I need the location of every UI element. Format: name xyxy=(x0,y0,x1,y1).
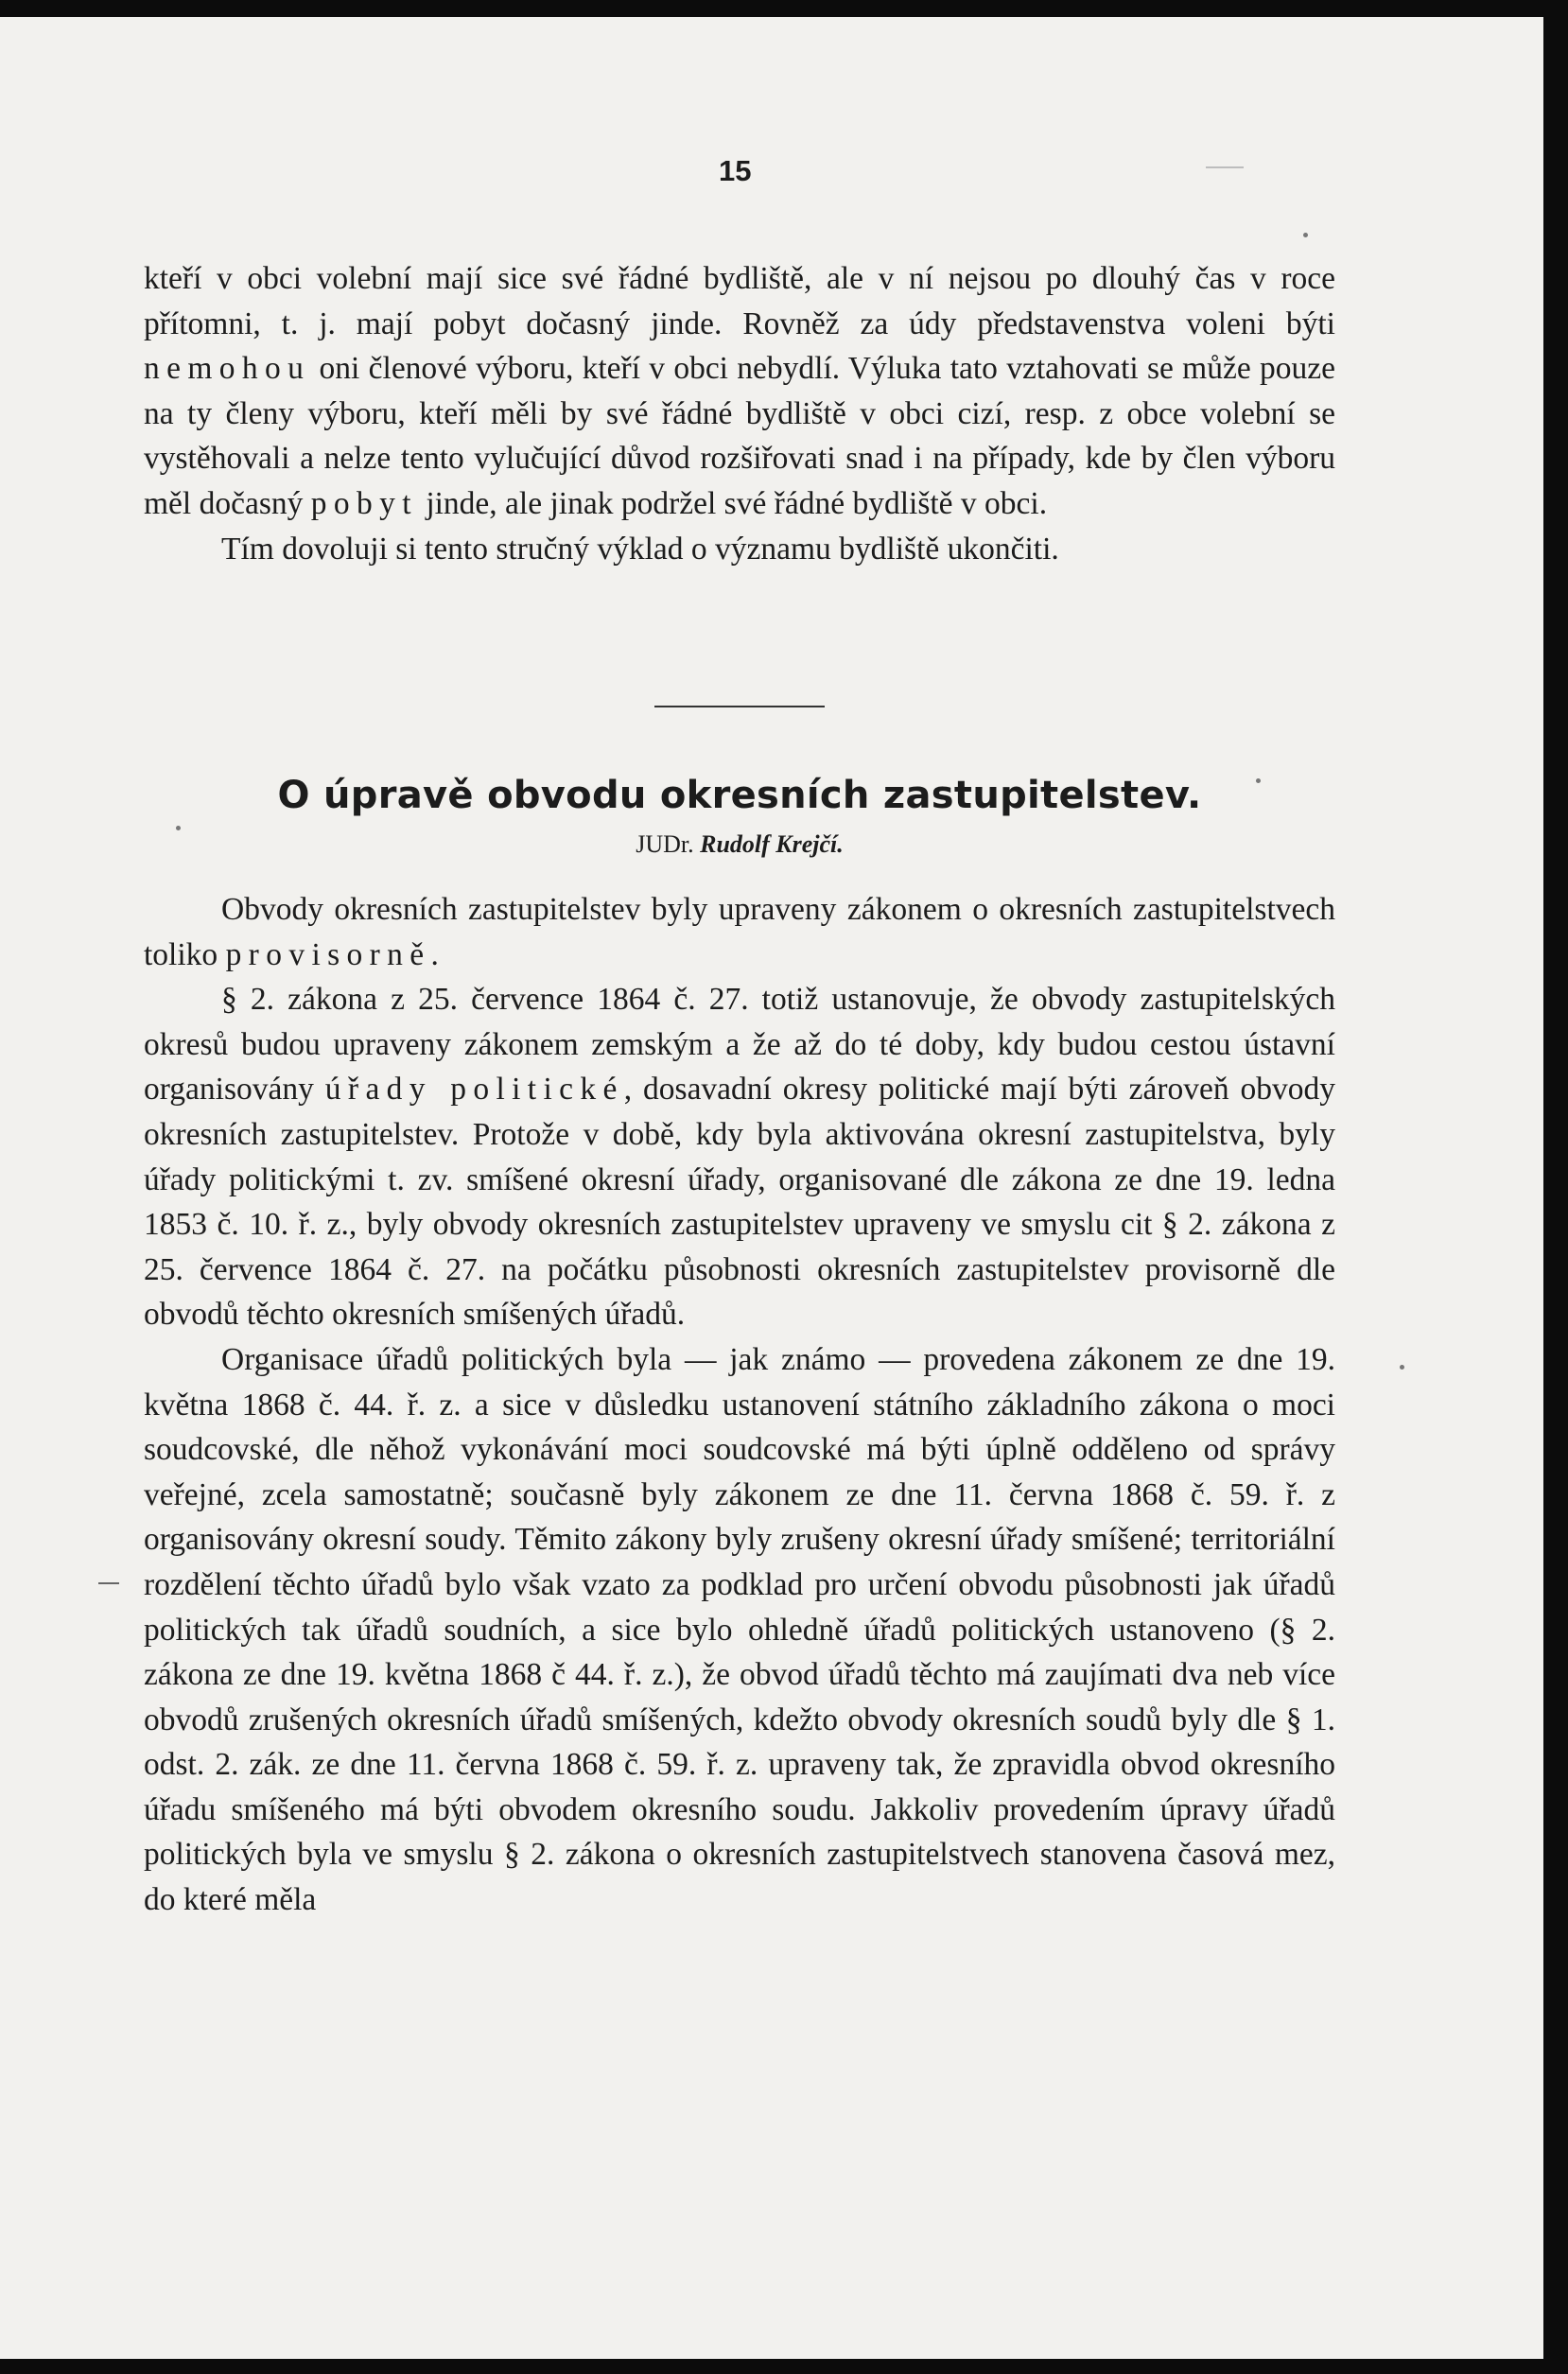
print-speck xyxy=(1256,778,1261,783)
paragraph xyxy=(144,1337,1335,1923)
paragraph xyxy=(144,887,1335,977)
text-run: § 2. zákona z 25. července 1864 č. 27. totiž ustanovuje, že obvody zastupitelských okresů budou upraveny zákonem zemským a že až do té doby, kdy budou cestou ústavní organisovány xyxy=(144,982,1335,1108)
print-speck xyxy=(1400,1365,1404,1370)
section-previous-article-ending xyxy=(144,256,1335,571)
corner-mark xyxy=(1206,166,1244,168)
author-name: Rudolf Krejčí. xyxy=(700,830,844,858)
print-speck xyxy=(176,826,181,830)
margin-mark xyxy=(98,1582,119,1584)
paragraph xyxy=(144,256,1335,527)
paragraph xyxy=(144,527,1335,572)
text-run: , dosavadní okresy politické mají býti zároveň obvody okresních zastupitelstev. Protože v době, kdy byla aktivována okresní zastupitelstva, byly úřady politickými t. zv. smíšené okresní úřady, organisované dle zákona ze dne 19. ledna 1853 č. 10. ř. z., byly obvody okresních zastupitelstev upraveny ve smyslu cit § 2. zákona z 25. července 1864 č. 27. na počátku působnosti okresních zastupitelstev provisorně dle obvodů těchto okresních smíšených úřadů. xyxy=(144,1072,1335,1333)
print-speck xyxy=(1303,233,1308,237)
paragraph xyxy=(144,977,1335,1337)
text-run: jinde, ale jinak podržel své řádné bydliště v obci. xyxy=(417,485,1048,521)
section-divider xyxy=(654,706,825,707)
spaced-emphasis-text: úřady politické xyxy=(324,1072,624,1108)
article-heading: O úpravě obvodu okresních zastupitelstev. xyxy=(277,774,1202,817)
text-run: Tím dovoluji si tento stručný výklad o významu bydliště ukončiti. xyxy=(221,531,1059,567)
spaced-emphasis-text: provisorně xyxy=(225,936,431,972)
spaced-emphasis-text: pobyt xyxy=(310,485,418,521)
text-run: Obvody okresních zastupitelstev byly upraveny zákonem o okresních zastupitelstvech toliko xyxy=(144,892,1335,972)
spaced-emphasis-text: nemohou xyxy=(144,351,311,387)
text-run: . xyxy=(430,936,439,972)
text-run: kteří v obci volební mají sice své řádné bydliště, ale v ní nejsou po dlouhý čas v roce přítomni, t. j. mají pobyt dočasný jinde. Rovněž za údy představenstva voleni býti xyxy=(144,261,1335,341)
text-run: oni členové výboru, kteří v obci nebydlí. Výluka tato vztahovati se může pouze na ty členy výboru, kteří měli by své řádné bydliště v obci cizí, resp. z obce volební se vystěhovali a nelze tento vylučující důvod rozšiřovati snad i na případy, kde by člen výboru měl dočasný xyxy=(144,351,1335,521)
section-article-body xyxy=(144,887,1335,1923)
article-author xyxy=(144,830,1335,859)
document-page xyxy=(0,17,1543,2359)
text-run: Organisace úřadů politických byla — jak známo — provedena zákonem ze dne 19. května 1868 č. 44. ř. z. a sice v důsledku ustanovení státního základního zákona o moci soudcovské, dle něhož vykonávání moci soudcovské má býti úplně odděleno od správy veřejné, zcela samostatně; současně byly zákonem ze dne 11. června 1868 č. 59. ř. z organisovány okresní soudy. Těmito zákony byly zrušeny okresní úřady smíšené; territoriální rozdělení těchto úřadů bylo však vzato za podklad pro určení obvodu působnosti jak úřadů politických tak úřadů soudních, a sice bylo ohledně úřadů politických ustanoveno (§ 2. zákona ze dne 19. května 1868 č 44. ř. z.), že obvod úřadů těchto má zaujímati dva neb více obvodů zrušených okresních úřadů smíšených, kdežto obvody okresních soudů byly dle § 1. odst. 2. zák. ze dne 11. června 1868 č. 59. ř. z. upraveny tak, že zpravidla obvod okresního úřadu smíšeného má býti obvodem okresního soudu. Jakkoliv provedením úpravy úřadů politických byla ve smyslu § 2. zákona o okresních zastupitelstvech stanovena časová mez, do které měla xyxy=(144,1341,1335,1918)
author-title: JUDr. xyxy=(636,830,694,858)
page-number: 15 xyxy=(719,154,752,187)
